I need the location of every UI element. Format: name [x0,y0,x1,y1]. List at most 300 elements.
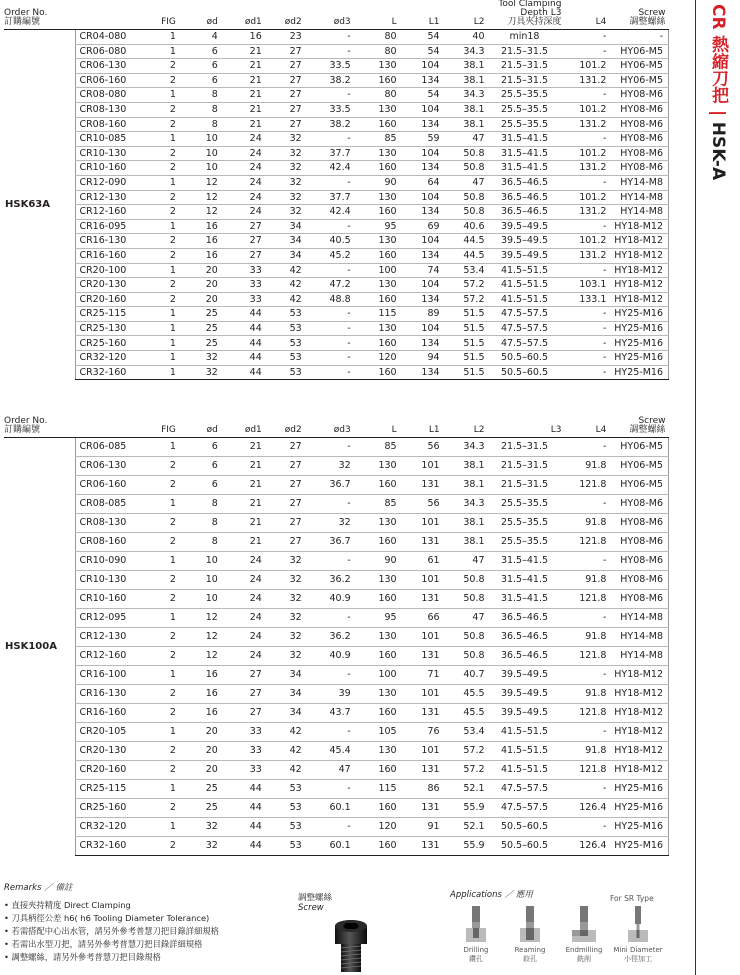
cell-fig: 1 [152,365,179,380]
cell-l4: - [564,263,609,278]
cell-l3: 41.5–51.5 [488,278,565,293]
cell-d2: 53 [265,351,305,366]
cell-l: 85 [354,132,400,147]
cell-l2: 34.3 [443,88,488,103]
cell-l4: 91.8 [564,571,609,590]
cell-fig: 2 [152,292,179,307]
cell-d1: 44 [221,799,265,818]
cell-l3: 50.5–60.5 [488,837,565,856]
cell-l: 115 [354,780,400,799]
col-l4: L4 [564,417,609,438]
remarks-title: Remarks ／ 備註 [4,883,73,893]
cell-l: 130 [354,234,400,249]
cell-l2: 52.1 [443,780,488,799]
cell-l3: 21.5–31.5 [488,438,565,457]
cell-order-no: CR06-085 [76,438,152,457]
cell-l3: 39.5–49.5 [488,704,565,723]
table-row [4,609,669,628]
cell-l: 130 [354,321,400,336]
cell-l: 160 [354,476,400,495]
cell-l: 160 [354,205,400,220]
cell-screw: HY25-M16 [609,818,668,837]
cell-order-no: CR20-160 [76,761,152,780]
cell-l3: 41.5–51.5 [488,292,565,307]
col-d1: ød1 [221,0,265,30]
cell-order-no: CR16-160 [76,248,152,263]
cell-l1: 134 [400,117,443,132]
cell-fig: 1 [152,44,179,59]
app-label-zh: 小徑加工 [624,955,652,963]
cell-d2: 32 [265,590,305,609]
cell-l3: 36.5–46.5 [488,609,565,628]
cell-l4: - [564,723,609,742]
remark-item: • 調整螺絲，請另外參考普慧刀把目錄規格 [4,951,284,964]
cell-l3: 39.5–49.5 [488,666,565,685]
cell-l1: 134 [400,248,443,263]
cell-l3: 21.5–31.5 [488,73,565,88]
cell-d3: 33.5 [305,102,354,117]
cell-l2: 38.1 [443,476,488,495]
cell-l4: - [564,219,609,234]
cell-l: 160 [354,292,400,307]
cell-l4: - [564,88,609,103]
table-header-row [4,417,669,438]
cell-l2: 50.8 [443,647,488,666]
col-d: ød [179,417,221,438]
cell-l4: 121.8 [564,533,609,552]
cell-d1: 44 [221,321,265,336]
cell-screw: HY06-M5 [609,457,668,476]
cell-d: 10 [179,590,221,609]
cell-l4: 91.8 [564,514,609,533]
cell-l3: 36.5–46.5 [488,205,565,220]
table-row [4,514,669,533]
col-blank [76,417,152,438]
cell-l2: 47 [443,132,488,147]
cell-fig: 1 [152,219,179,234]
cell-d1: 44 [221,780,265,799]
cell-d3: 36.7 [305,476,354,495]
cell-l1: 131 [400,761,443,780]
cell-l2: 34.3 [443,44,488,59]
table-row [4,102,669,117]
cell-order-no: CR10-160 [76,590,152,609]
drilling-icon [464,906,488,944]
cell-l4: - [564,818,609,837]
cell-d3: - [305,780,354,799]
table-row [4,190,669,205]
cell-l3: 21.5–31.5 [488,476,565,495]
cell-order-no: CR10-085 [76,132,152,147]
cell-order-no: CR25-115 [76,307,152,322]
cell-d2: 27 [265,59,305,74]
cell-l2: 55.9 [443,799,488,818]
cell-d: 6 [179,59,221,74]
cell-screw: HY14-M8 [609,647,668,666]
cell-l: 80 [354,88,400,103]
cell-d: 6 [179,438,221,457]
cell-fig: 1 [152,780,179,799]
col-screw: Screw 調整螺絲 [609,417,668,438]
cell-l: 130 [354,628,400,647]
cell-d2: 27 [265,438,305,457]
cell-order-no: CR08-160 [76,117,152,132]
cell-fig: 2 [152,837,179,856]
hsk100a-spec-table [4,417,669,856]
cell-l1: 101 [400,628,443,647]
side-tab-model: HSK-A [708,121,728,181]
cell-d: 16 [179,234,221,249]
table-row [4,628,669,647]
cell-screw: HY25-M16 [609,307,668,322]
cell-screw: HY06-M5 [609,438,668,457]
cell-d2: 27 [265,73,305,88]
cell-fig: 2 [152,190,179,205]
cell-l1: 104 [400,59,443,74]
cell-l2: 38.1 [443,514,488,533]
table-row [4,336,669,351]
cell-d1: 33 [221,292,265,307]
cell-screw: HY14-M8 [609,175,668,190]
cell-l1: 134 [400,292,443,307]
col-l1: L1 [400,0,443,30]
cell-fig: 2 [152,234,179,249]
cell-d1: 21 [221,117,265,132]
cell-fig: 2 [152,278,179,293]
cell-screw: - [609,30,668,45]
cell-d3: - [305,438,354,457]
cell-fig: 2 [152,73,179,88]
cell-l2: 40.6 [443,219,488,234]
table-row [4,73,669,88]
cell-l: 130 [354,685,400,704]
table-row [4,457,669,476]
cell-d3: 60.1 [305,799,354,818]
cell-l4: 121.8 [564,476,609,495]
cell-l4: 131.2 [564,248,609,263]
cell-d2: 32 [265,205,305,220]
side-tab-label [706,4,730,180]
cell-screw: HY06-M5 [609,73,668,88]
cell-d3: 37.7 [305,190,354,205]
cell-l2: 38.1 [443,533,488,552]
cell-l2: 50.8 [443,146,488,161]
cell-screw: HY08-M6 [609,533,668,552]
cell-l3: 39.5–49.5 [488,234,565,249]
cell-fig: 2 [152,514,179,533]
cell-fig: 1 [152,438,179,457]
cell-fig: 1 [152,88,179,103]
table-row [4,476,669,495]
cell-fig: 2 [152,761,179,780]
table-row [4,666,669,685]
cell-screw: HY18-M12 [609,761,668,780]
cell-d3: 39 [305,685,354,704]
col-l1: L1 [400,417,443,438]
cell-l3: 31.5–41.5 [488,161,565,176]
cell-l1: 104 [400,146,443,161]
table-row [4,278,669,293]
cell-l2: 52.1 [443,818,488,837]
cell-l2: 50.8 [443,628,488,647]
cell-fig: 1 [152,30,179,45]
cell-screw: HY25-M16 [609,365,668,380]
cell-d3: - [305,263,354,278]
cell-screw: HY08-M6 [609,88,668,103]
cell-d2: 53 [265,365,305,380]
cell-d3: 36.7 [305,533,354,552]
cell-fig: 2 [152,205,179,220]
cell-d2: 32 [265,609,305,628]
remarks-list [4,899,284,964]
cell-screw: HY18-M12 [609,248,668,263]
cell-d3: - [305,132,354,147]
cell-d1: 44 [221,307,265,322]
cell-d2: 53 [265,837,305,856]
col-d: ød [179,0,221,30]
app-label-en: Endmilling [565,946,603,954]
cell-l3: 47.5–57.5 [488,321,565,336]
cell-l2: 50.8 [443,571,488,590]
cell-l: 130 [354,514,400,533]
cell-d: 16 [179,248,221,263]
cell-l3: 25.5–35.5 [488,117,565,132]
cell-l4: 101.2 [564,234,609,249]
cell-l: 160 [354,647,400,666]
cell-l4: 126.4 [564,837,609,856]
app-endmilling [558,906,610,964]
cell-d2: 27 [265,533,305,552]
cell-d1: 24 [221,132,265,147]
cell-l3: 31.5–41.5 [488,552,565,571]
remark-item: • 若需搭配中心出水管，請另外參考普慧刀把目錄詳細規格 [4,925,284,938]
cell-l2: 38.1 [443,117,488,132]
cell-order-no: CR08-080 [76,88,152,103]
cell-order-no: CR12-095 [76,609,152,628]
table-row [4,438,669,457]
cell-d1: 33 [221,278,265,293]
app-mini-diameter [612,906,664,964]
cell-fig: 2 [152,647,179,666]
cell-l2: 57.2 [443,292,488,307]
cell-l3: 31.5–41.5 [488,132,565,147]
cell-l4: - [564,351,609,366]
cell-fig: 2 [152,146,179,161]
cell-d2: 32 [265,552,305,571]
cell-order-no: CR32-160 [76,365,152,380]
cell-l: 160 [354,117,400,132]
cell-l4: 121.8 [564,647,609,666]
cell-d1: 21 [221,438,265,457]
cell-fig: 2 [152,742,179,761]
cell-d2: 42 [265,278,305,293]
cell-l: 130 [354,571,400,590]
cell-d3: - [305,30,354,45]
cell-d: 8 [179,514,221,533]
cell-l4: 101.2 [564,146,609,161]
cell-d: 20 [179,723,221,742]
cell-d: 6 [179,476,221,495]
cell-d: 12 [179,609,221,628]
cell-d2: 53 [265,818,305,837]
cell-d2: 53 [265,321,305,336]
remark-item: • 若需出水型刀把，請另外參考普慧刀把目錄詳細規格 [4,938,284,951]
cell-d1: 27 [221,248,265,263]
cell-fig: 2 [152,799,179,818]
cell-fig: 2 [152,248,179,263]
table-row [4,571,669,590]
cell-l3: 50.5–60.5 [488,365,565,380]
cell-d: 32 [179,837,221,856]
cell-d3: 60.1 [305,837,354,856]
cell-l4: 91.8 [564,457,609,476]
cell-order-no: CR08-130 [76,102,152,117]
cell-l3: 31.5–41.5 [488,571,565,590]
cell-d1: 33 [221,263,265,278]
cell-d1: 21 [221,88,265,103]
col-l2: L2 [443,0,488,30]
app-label-zh: 鑽孔 [469,955,483,963]
cell-d: 8 [179,117,221,132]
cell-d2: 32 [265,175,305,190]
cell-screw: HY06-M5 [609,59,668,74]
cell-fig: 1 [152,552,179,571]
cell-l4: 131.2 [564,73,609,88]
cell-d: 25 [179,780,221,799]
cell-l2: 51.5 [443,351,488,366]
cell-d1: 27 [221,685,265,704]
cell-screw: HY25-M16 [609,351,668,366]
cell-order-no: CR08-130 [76,514,152,533]
table-row [4,248,669,263]
cell-l: 95 [354,609,400,628]
cell-d3: 42.4 [305,205,354,220]
cell-l2: 47 [443,175,488,190]
cell-d2: 42 [265,723,305,742]
cell-l2: 50.8 [443,205,488,220]
table-row [4,723,669,742]
cell-screw: HY14-M8 [609,609,668,628]
cell-l: 85 [354,438,400,457]
cell-l1: 64 [400,175,443,190]
cell-order-no: CR10-160 [76,161,152,176]
cell-d1: 16 [221,30,265,45]
cell-l2: 51.5 [443,336,488,351]
cell-l4: 101.2 [564,190,609,205]
side-tab-title: CR 熱縮刀把 [708,4,728,104]
cell-d3: 43.7 [305,704,354,723]
cell-d: 32 [179,818,221,837]
app-reaming [504,906,556,964]
cell-d1: 24 [221,161,265,176]
cell-d1: 21 [221,514,265,533]
cell-fig: 1 [152,666,179,685]
cell-l2: 57.2 [443,278,488,293]
cell-order-no: CR25-130 [76,321,152,336]
cell-l1: 56 [400,495,443,514]
cell-l3: 31.5–41.5 [488,590,565,609]
cell-l4: - [564,336,609,351]
cell-d1: 44 [221,818,265,837]
cell-order-no: CR12-160 [76,647,152,666]
cell-d1: 24 [221,628,265,647]
col-d2: ød2 [265,0,305,30]
cell-l1: 94 [400,351,443,366]
cell-l3: 36.5–46.5 [488,190,565,205]
cell-d2: 32 [265,571,305,590]
cell-order-no: CR12-130 [76,628,152,647]
cell-d2: 53 [265,799,305,818]
cell-d1: 24 [221,190,265,205]
cell-fig: 2 [152,571,179,590]
table-row [4,742,669,761]
cell-d1: 24 [221,571,265,590]
table-row [4,307,669,322]
col-order-no: Order No. 訂購編號 [4,417,76,438]
cell-d: 12 [179,205,221,220]
cell-screw: HY08-M6 [609,102,668,117]
cell-screw: HY08-M6 [609,146,668,161]
cell-d3: - [305,44,354,59]
cell-fig: 1 [152,818,179,837]
table-row [4,647,669,666]
cell-d: 25 [179,307,221,322]
cell-l4: 131.2 [564,205,609,220]
cell-l1: 101 [400,571,443,590]
cell-d1: 44 [221,336,265,351]
cell-order-no: CR25-115 [76,780,152,799]
applications-title: Applications ／ 應用 [450,890,533,900]
cell-d: 32 [179,365,221,380]
cell-l1: 101 [400,514,443,533]
cell-l2: 38.1 [443,457,488,476]
cell-l1: 104 [400,102,443,117]
cell-fig: 1 [152,495,179,514]
cell-screw: HY18-M12 [609,263,668,278]
col-order-no: Order No. 訂購編號 [4,0,76,30]
endmilling-icon [570,906,598,944]
cell-d: 20 [179,263,221,278]
table-row [4,552,669,571]
side-tab [695,0,740,975]
cell-l2: 51.5 [443,365,488,380]
cell-l1: 131 [400,476,443,495]
table-row [4,205,669,220]
cell-order-no: CR06-130 [76,457,152,476]
col-l: L [354,417,400,438]
app-label-zh: 銑削 [577,955,591,963]
tool-group-label: HSK63A [5,198,50,210]
cell-d1: 33 [221,723,265,742]
cell-l: 115 [354,307,400,322]
cell-screw: HY18-M12 [609,666,668,685]
cell-l1: 54 [400,30,443,45]
cell-d: 10 [179,161,221,176]
cell-d2: 27 [265,476,305,495]
cell-order-no: CR16-160 [76,704,152,723]
cell-l4: 126.4 [564,799,609,818]
cell-order-no: CR08-160 [76,533,152,552]
cell-l1: 131 [400,533,443,552]
cell-l3: 47.5–57.5 [488,336,565,351]
cell-d2: 27 [265,88,305,103]
cell-l1: 56 [400,438,443,457]
cell-l3: 25.5–35.5 [488,88,565,103]
cell-d3: - [305,609,354,628]
cell-fig: 2 [152,628,179,647]
cell-order-no: CR10-130 [76,571,152,590]
cell-l4: 91.8 [564,742,609,761]
